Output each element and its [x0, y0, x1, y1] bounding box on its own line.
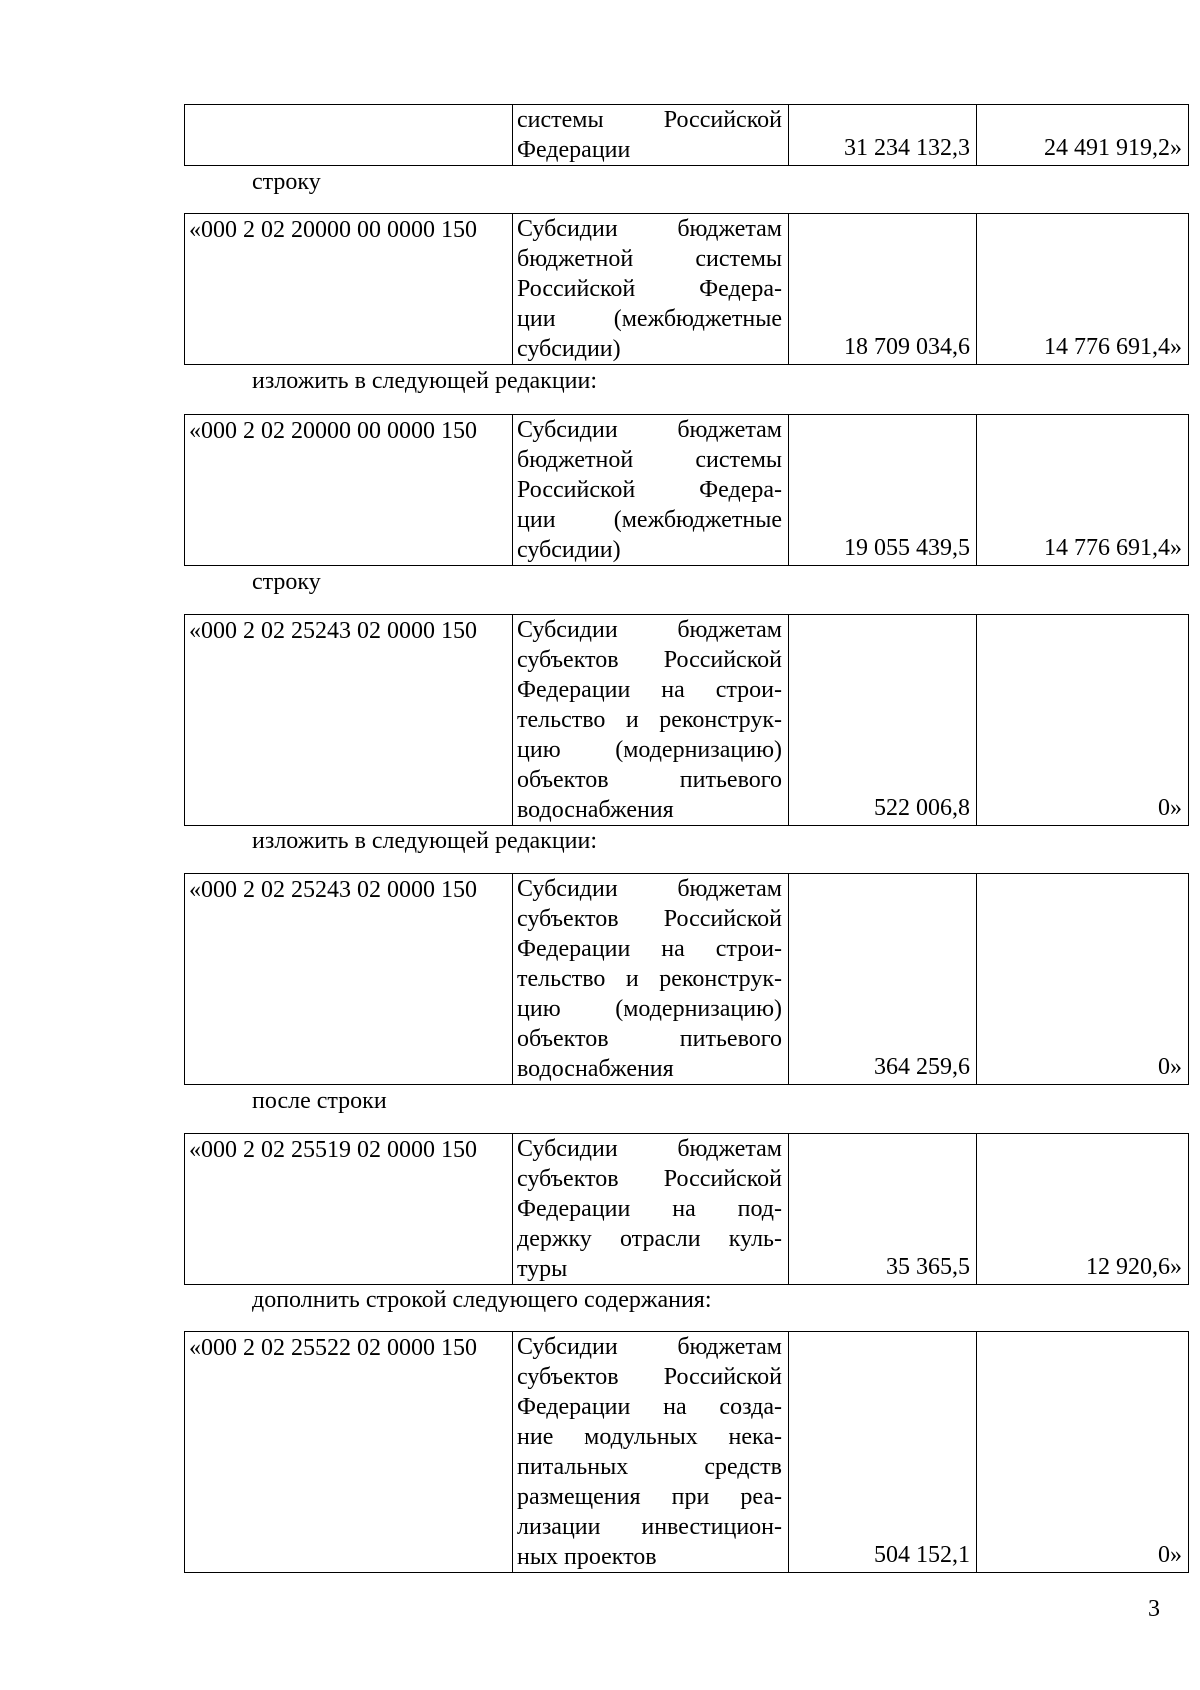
description-line: субъектов Российской: [517, 1166, 782, 1192]
value-cell: 35 365,5: [789, 1134, 977, 1285]
instruction-text: изложить в следующей редакции:: [252, 828, 598, 854]
description-cell: [513, 1134, 789, 1285]
description-line: туры: [517, 1256, 568, 1282]
value-cell: 19 055 439,5: [789, 415, 977, 566]
value-cell: 24 491 919,2»: [977, 105, 1189, 166]
instruction-text: дополнить строкой следующего содержания:: [252, 1287, 712, 1313]
description-line: ции (межбюджетные: [517, 507, 782, 533]
description-line: субсидии): [517, 336, 621, 362]
value-cell: 14 776 691,4»: [977, 415, 1189, 566]
description-line: Субсидии бюджетам: [517, 1334, 782, 1360]
description-line: тельство и реконструк-: [517, 707, 782, 733]
description-line: держку отрасли куль-: [517, 1226, 782, 1252]
code-cell: [185, 105, 513, 166]
page-number: 3: [1148, 1596, 1160, 1622]
description-line: бюджетной системы: [517, 447, 782, 473]
table-row: [184, 1331, 1189, 1573]
table-row: [184, 414, 1189, 566]
description-cell: [513, 105, 789, 166]
value-cell: 18 709 034,6: [789, 214, 977, 365]
value-cell: 12 920,6»: [977, 1134, 1189, 1285]
instruction-text: после строки: [252, 1088, 387, 1114]
table-row: [184, 213, 1189, 365]
description-line: субъектов Российской: [517, 647, 782, 673]
description-line: Субсидии бюджетам: [517, 1136, 782, 1162]
description-line: субсидии): [517, 537, 621, 563]
description-line: Федерации на строи-: [517, 936, 782, 962]
description-line: системы Российской: [517, 107, 782, 133]
description-cell: [513, 415, 789, 566]
description-line: Субсидии бюджетам: [517, 876, 782, 902]
instruction-text: изложить в следующей редакции:: [252, 368, 598, 394]
value-cell: 14 776 691,4»: [977, 214, 1189, 365]
description-line: Федерации: [517, 137, 631, 163]
description-line: лизации инвестицион-: [517, 1514, 782, 1540]
description-line: Субсидии бюджетам: [517, 216, 782, 242]
code-cell: «000 2 02 25519 02 0000 150: [185, 1134, 513, 1285]
value-cell: 31 234 132,3: [789, 105, 977, 166]
description-line: Российской Федера-: [517, 276, 782, 302]
description-cell: [513, 615, 789, 826]
value-cell: 522 006,8: [789, 615, 977, 826]
description-line: Субсидии бюджетам: [517, 417, 782, 443]
description-line: Федерации на под-: [517, 1196, 782, 1222]
code-cell: «000 2 02 20000 00 0000 150: [185, 415, 513, 566]
instruction-text: строку: [252, 169, 321, 195]
description-line: тельство и реконструк-: [517, 966, 782, 992]
table-row: [184, 614, 1189, 826]
description-line: объектов питьевого: [517, 1026, 782, 1052]
code-cell: «000 2 02 25522 02 0000 150: [185, 1332, 513, 1573]
description-line: цию (модернизацию): [517, 737, 782, 763]
description-line: ние модульных нека-: [517, 1424, 782, 1450]
description-line: Федерации на созда-: [517, 1394, 782, 1420]
value-cell: 364 259,6: [789, 874, 977, 1085]
description-line: объектов питьевого: [517, 767, 782, 793]
instruction-text: строку: [252, 569, 321, 595]
description-cell: [513, 1332, 789, 1573]
value-cell: 0»: [977, 615, 1189, 826]
description-line: питальных средств: [517, 1454, 782, 1480]
description-line: цию (модернизацию): [517, 996, 782, 1022]
description-line: бюджетной системы: [517, 246, 782, 272]
description-line: субъектов Российской: [517, 1364, 782, 1390]
code-cell: «000 2 02 20000 00 0000 150: [185, 214, 513, 365]
value-cell: 0»: [977, 1332, 1189, 1573]
description-cell: [513, 874, 789, 1085]
description-line: водоснабжения: [517, 797, 674, 823]
code-cell: «000 2 02 25243 02 0000 150: [185, 874, 513, 1085]
description-line: ции (межбюджетные: [517, 306, 782, 332]
table-row: [184, 104, 1189, 166]
description-line: водоснабжения: [517, 1056, 674, 1082]
value-cell: 0»: [977, 874, 1189, 1085]
description-line: Российской Федера-: [517, 477, 782, 503]
table-row: [184, 1133, 1189, 1285]
description-line: ных проектов: [517, 1544, 657, 1570]
value-cell: 504 152,1: [789, 1332, 977, 1573]
description-line: субъектов Российской: [517, 906, 782, 932]
table-row: [184, 873, 1189, 1085]
code-cell: «000 2 02 25243 02 0000 150: [185, 615, 513, 826]
description-cell: [513, 214, 789, 365]
description-line: Субсидии бюджетам: [517, 617, 782, 643]
description-line: Федерации на строи-: [517, 677, 782, 703]
description-line: размещения при реа-: [517, 1484, 782, 1510]
